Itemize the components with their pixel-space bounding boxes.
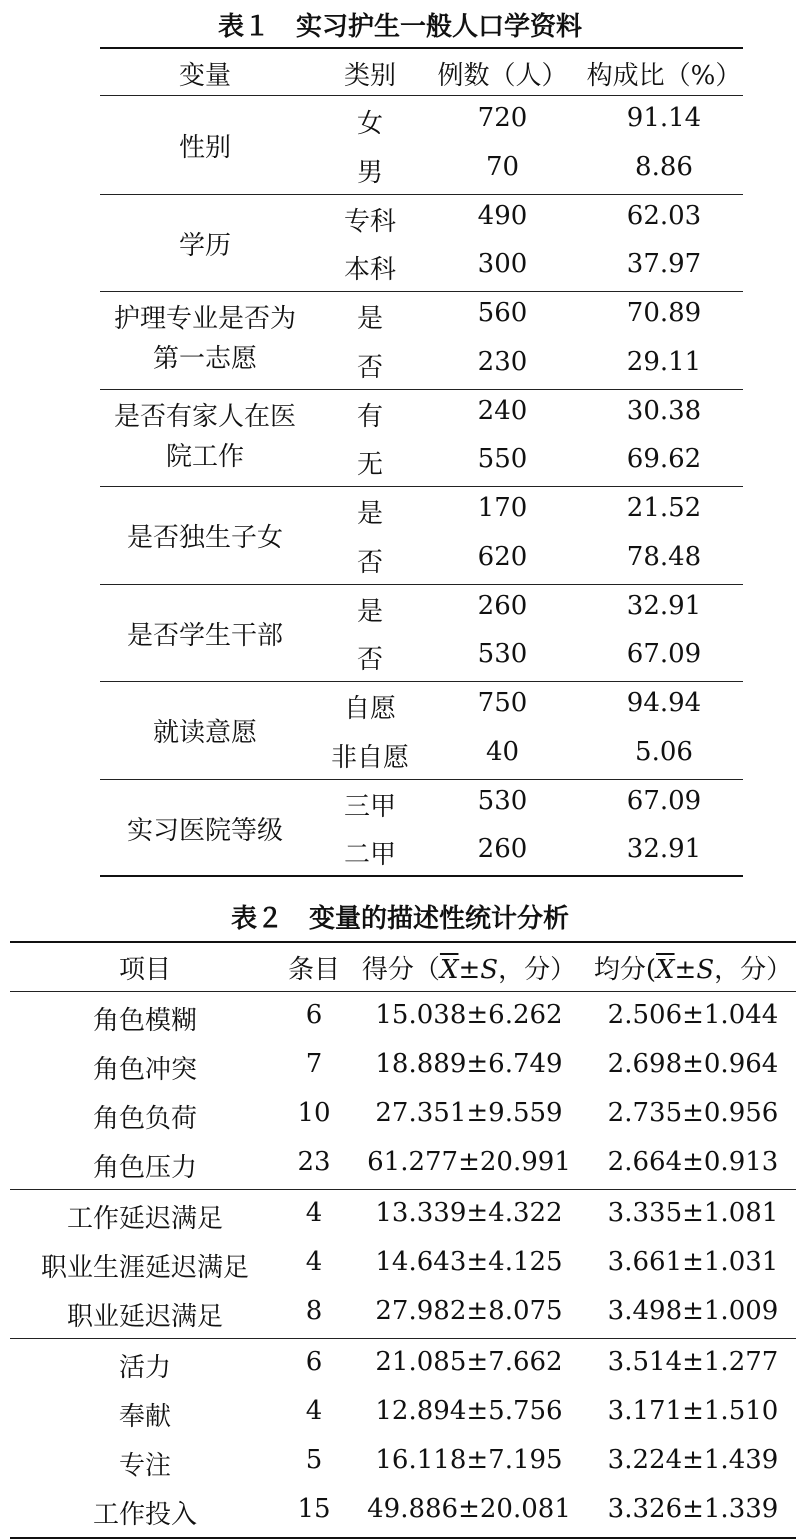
table1-group-divider [100, 779, 743, 780]
table2-header-score [350, 949, 588, 986]
table2-avg: 2.735±0.956 [607, 1098, 779, 1128]
table2-item: 活力 [118, 1353, 171, 1383]
table2-header-avg-mean: $\overline{X}$ [656, 955, 675, 985]
table1-title: 表１ 实习护生一般人口学资料 [217, 12, 582, 42]
table2-score: 49.886±20.081 [367, 1494, 571, 1524]
table2-count: 5 [305, 1445, 323, 1475]
table1-variable: 是否学生干部 [126, 620, 283, 651]
table1-group-divider [100, 681, 743, 682]
table1-count: 300 [477, 249, 528, 280]
table2-score: 61.277±20.991 [367, 1147, 571, 1177]
table2-item: 奉献 [118, 1402, 171, 1432]
table2-header-score-pm: ± [458, 955, 481, 985]
table2-count: 4 [305, 1247, 323, 1277]
table2-item: 角色负荷 [92, 1104, 197, 1134]
table2-item: 职业生涯延迟满足 [40, 1253, 249, 1283]
table2-group-divider [10, 1338, 796, 1339]
table1-variable: 学历 [178, 230, 231, 261]
table2-group-divider [10, 1189, 796, 1190]
table2-header-item: 项目 [118, 955, 171, 985]
table1-header-count: 例数（人） [437, 61, 568, 91]
table1-count: 260 [477, 834, 528, 865]
table1-header-rule [100, 95, 743, 96]
table2-avg: 3.498±1.009 [607, 1296, 779, 1326]
table1-percent: 62.03 [626, 200, 702, 231]
table2-score: 14.643±4.125 [375, 1247, 563, 1277]
table1-variable: 是否有家人在医院工作 [113, 401, 296, 472]
table2-count: 6 [305, 1347, 323, 1377]
table1-percent: 78.48 [626, 541, 702, 572]
table1-variable: 就读意愿 [152, 718, 257, 748]
table2-score: 12.894±5.756 [375, 1396, 563, 1426]
table2-item: 角色冲突 [92, 1055, 197, 1085]
table1-count: 720 [477, 103, 528, 133]
table2-header-avg [588, 949, 798, 986]
table1-count: 550 [477, 444, 528, 475]
table1-group-divider [100, 291, 743, 292]
table2-item: 职业延迟满足 [66, 1302, 223, 1332]
table2-avg: 3.171±1.510 [607, 1396, 779, 1426]
table2-item: 角色模糊 [92, 1006, 197, 1036]
table1-category: 自愿 [343, 694, 396, 724]
table1-category: 专科 [343, 206, 396, 237]
table1-group-divider [100, 486, 743, 487]
table1-category: 否 [356, 352, 383, 383]
table2-count: 23 [297, 1147, 331, 1177]
table2-avg: 3.335±1.081 [607, 1198, 779, 1228]
table1-category: 二甲 [343, 840, 396, 871]
table1-top-rule [100, 47, 743, 49]
table1-header-variable: 变量 [178, 61, 231, 91]
table1-category: 是 [356, 304, 383, 334]
table1-variable: 实习医院等级 [126, 815, 283, 846]
table2-header-score-mean: $\overline{X}$ [439, 955, 459, 985]
table2-count: 4 [305, 1396, 323, 1426]
table1-category: 男 [356, 157, 383, 188]
table2-score: 21.085±7.662 [375, 1347, 563, 1377]
table2-score: 27.982±8.075 [375, 1296, 563, 1326]
table2-score: 27.351±9.559 [375, 1098, 563, 1128]
table2-avg: 2.506±1.044 [607, 1000, 779, 1030]
table2-top-rule [10, 941, 796, 943]
table1-count: 40 [485, 736, 520, 767]
table2-item: 工作延迟满足 [66, 1204, 223, 1234]
table2-header-count: 条目 [287, 955, 340, 985]
table1-category: 三甲 [343, 791, 396, 822]
table2-header-avg-pre: 均分( [593, 955, 656, 985]
table1-category: 有 [356, 401, 383, 432]
table2-avg: 3.514±1.277 [607, 1347, 779, 1377]
table1-category: 是 [356, 596, 383, 627]
table1-percent: 30.38 [626, 395, 702, 426]
table1-percent: 91.14 [626, 103, 702, 133]
table2-avg: 2.664±0.913 [607, 1147, 779, 1177]
table1-count: 170 [477, 493, 528, 523]
table1-percent: 29.11 [626, 346, 702, 377]
table2-item: 角色压力 [92, 1153, 197, 1183]
table1-percent: 69.62 [626, 444, 702, 475]
table2-score: 13.339±4.322 [375, 1198, 563, 1228]
table2-header-avg-post: ，分） [714, 955, 793, 985]
table1-group-divider [100, 389, 743, 390]
table1-category: 否 [356, 547, 383, 578]
table1-group-divider [100, 194, 743, 195]
table1-count: 750 [477, 688, 528, 718]
table1-percent: 8.86 [635, 151, 693, 182]
table2-count: 8 [305, 1296, 323, 1326]
table1-percent: 70.89 [626, 298, 702, 328]
table1-percent: 32.91 [626, 590, 702, 621]
table1-category: 本科 [343, 255, 396, 286]
table1-variable: 性别 [178, 133, 231, 163]
table1-header-percent: 构成比（%） [586, 61, 742, 91]
table1-percent: 5.06 [635, 736, 693, 767]
table1-count: 260 [477, 590, 528, 621]
table1-percent: 37.97 [626, 249, 702, 280]
table2-count: 7 [305, 1049, 323, 1079]
table1-category: 否 [356, 645, 383, 676]
table1-percent: 32.91 [626, 834, 702, 865]
table2-count: 10 [297, 1098, 331, 1128]
table1-category: 女 [356, 109, 383, 139]
table1-count: 490 [477, 200, 528, 231]
table1-count: 530 [477, 639, 528, 670]
table2-header-score-pre: 得分（ [361, 955, 440, 985]
table1-category: 无 [356, 450, 383, 481]
table2-header-rule [10, 991, 796, 992]
table1-variable: 是否独生子女 [126, 523, 283, 553]
table2-count: 4 [305, 1198, 323, 1228]
table1-bottom-rule [100, 875, 743, 877]
table1-group-divider [100, 584, 743, 585]
table1-percent: 67.09 [626, 785, 702, 816]
table2-avg: 3.224±1.439 [607, 1445, 779, 1475]
table2-score: 16.118±7.195 [375, 1445, 563, 1475]
table1-variable: 护理专业是否为第一志愿 [113, 304, 296, 374]
table2-avg: 2.698±0.964 [607, 1049, 779, 1079]
table1-category: 非自愿 [330, 742, 409, 773]
table1-count: 620 [477, 541, 528, 572]
table2-title: 表２ 变量的描述性统计分析 [230, 904, 569, 934]
table2-item: 专注 [118, 1451, 171, 1481]
table1-header-category: 类别 [343, 61, 396, 91]
table1-count: 230 [477, 346, 528, 377]
table2-score: 15.038±6.262 [375, 1000, 563, 1030]
table2-header-avg-pm: ± [674, 955, 697, 985]
table1-percent: 94.94 [626, 688, 702, 718]
table1-percent: 67.09 [626, 639, 702, 670]
table1-count: 70 [485, 151, 520, 182]
table2-avg: 3.326±1.339 [607, 1494, 779, 1524]
table1-category: 是 [356, 499, 383, 529]
table2-avg: 3.661±1.031 [607, 1247, 779, 1277]
table2-count: 15 [297, 1494, 331, 1524]
table2-header-score-post: ，分） [498, 955, 577, 985]
table2-count: 6 [305, 1000, 323, 1030]
table1-count: 560 [477, 298, 528, 328]
table1-count: 240 [477, 395, 528, 426]
table1-count: 530 [477, 785, 528, 816]
table2-score: 18.889±6.749 [375, 1049, 563, 1079]
table2-item: 工作投入 [92, 1500, 197, 1530]
table2-header-avg-sd: S [696, 955, 715, 985]
table2-header-score-sd: S [480, 955, 499, 985]
table1-percent: 21.52 [626, 493, 702, 523]
